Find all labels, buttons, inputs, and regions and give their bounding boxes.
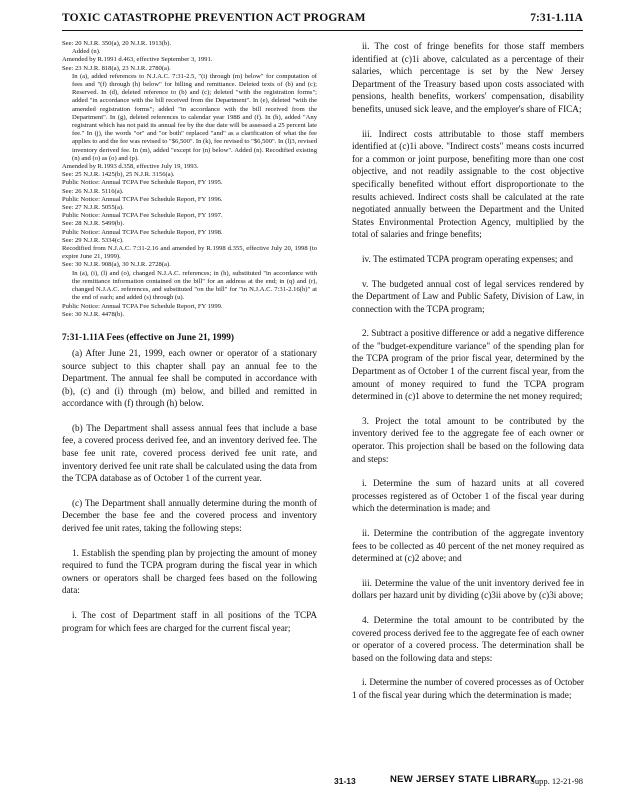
paragraph-c1iv: iv. The estimated TCPA program operating expenses; and <box>362 253 574 264</box>
page-number: 31-13 <box>334 776 356 786</box>
right-body <box>352 40 584 702</box>
history-line: See: 30 N.J.R. 908(a), 30 N.J.R. 2728(a). <box>62 261 171 269</box>
library-stamp: NEW JERSEY STATE LIBRARY <box>390 774 537 785</box>
paragraph-c3: 3. Project the total amount to be contributed by the inventory derived fee to the aggregate fee of each owner or operator. This projection shall be based on the following data and steps: <box>352 415 584 464</box>
section-heading: 7:31-1.11A Fees (effective on June 21, 1999) <box>62 332 234 343</box>
paragraph-c3ii: ii. Determine the contribution of the aggregate inventory fees to be collected as 40 percent of the net money required as determined at (c)2 above; and <box>352 528 584 564</box>
history-line: Amended by R.1993 d.358, effective July 19, 1993. <box>62 163 199 171</box>
history-line: See: 29 N.J.R. 5334(c). <box>62 236 124 244</box>
right-column <box>352 40 584 714</box>
history-line: See: 30 N.J.R. 4478(b). <box>62 310 125 318</box>
paragraph-c4i: i. Determine the number of covered processes as of October 1 of the fiscal year during which the determination is made; <box>352 677 584 700</box>
history-line: In (a), (i), (l) and (o), changed N.J.A.C. references; in (h), substituted "in accordance with the remittance information contained on the bill" for an address at the end; in (q) and (r), changed N.J.A.C. references, and substituted "on the bill" for "in N.J.A.C. 7:31-2.16(h)" at the end of each; and added (s) through (u). <box>72 269 317 302</box>
paragraph-a: (a) After June 21, 1999, each owner or operator of a stationary source subject to this chapter shall pay an annual fee to the Department. The annual fee shall be computed in accordance with (b), (c) and (i) through (m) below, and billed and remitted in accordance with (f) through (h) below. <box>62 347 317 409</box>
paragraph-c: (c) The Department shall annually determine during the month of December the base fee and the covered process and inventory derived fee unit rates, taking the following steps: <box>62 497 317 534</box>
running-header <box>62 12 583 31</box>
history-line: See: 23 N.J.R. 818(a), 23 N.J.R. 2780(a). <box>62 64 171 72</box>
history-line: Public Notice: Annual TCPA Fee Schedule Report, FY 1996. <box>62 195 223 203</box>
paragraph-c3i: i. Determine the sum of hazard units at all covered processes registered as of October 1 of the fiscal year during which the determination is made; and <box>352 478 584 514</box>
history-notes <box>62 40 317 319</box>
history-line: Public Notice: Annual TCPA Fee Schedule Report, FY 1998. <box>62 228 223 236</box>
paragraph-c2: 2. Subtract a positive difference or add a negative difference of the "budget-expenditure variance" of the spending plan for the TCPA program of the prior fiscal year, determined by the Department as of October 1 of the current fiscal year, from the amount of money required to fund the TCPA program determined in (c)1 above to determine the net money required; <box>352 328 584 402</box>
history-line: See: 28 N.J.R. 5499(b). <box>62 220 125 228</box>
history-line: See: 27 N.J.R. 5055(a). <box>62 204 124 212</box>
history-line: Amended by R.1991 d.463, effective September 3, 1991. <box>62 56 213 64</box>
header-section-number: 7:31-1.11A <box>530 12 583 24</box>
paragraph-c1iii: iii. Indirect costs attributable to those staff members identified at (c)1i above. "Indirect costs" means costs incurred for a common or joint purpose, benefiting more than one cost objective, and not readily assignable to the cost objective specifically benefited without effort disproportionate to the results achieved. Indirect costs shall be calculated at the rate negotiated annually between the Department and the United States Environmental Protection Agency, multiplied by the total of salaries and fringe benefits; <box>352 128 584 240</box>
history-line: Public Notice: Annual TCPA Fee Schedule Report, FY 1997. <box>62 212 223 220</box>
paragraph-c1: 1. Establish the spending plan by projecting the amount of money required to fund the TCPA program during the fiscal year in which owners or operators shall be charged fees based on the following data: <box>62 547 317 596</box>
history-line: Added (n). <box>72 48 101 56</box>
left-column <box>62 40 317 646</box>
history-line: See: 20 N.J.R. 350(a), 20 N.J.R. 1913(b). <box>62 40 172 47</box>
page-footer <box>62 776 583 790</box>
history-line: Public Notice: Annual TCPA Fee Schedule Report, FY 1999. <box>62 302 223 310</box>
header-title: TOXIC CATASTROPHE PREVENTION ACT PROGRAM <box>62 12 366 24</box>
paragraph-c4: 4. Determine the total amount to be contributed by the covered process derived fee to the aggregate fee of each owner or operator of a covered process. The determination shall be based on the following data and steps: <box>352 614 584 663</box>
history-line: See: 25 N.J.R. 1425(b), 25 N.J.R. 3156(a). <box>62 171 175 179</box>
paragraph-c3iii: iii. Determine the value of the unit inventory derived fee in dollars per hazard unit by dividing (c)3ii above by (c)3i above; <box>352 577 584 601</box>
paragraph-c1v: v. The budgeted annual cost of legal services rendered by the Department of Law and Public Safety, Division of Law, in connection with the TCPA program; <box>352 278 584 314</box>
left-body <box>62 347 317 634</box>
history-line: In (a), added references to N.J.A.C. 7:31-2.5, "(i) through (m) below" for computation of fees and "(f) through (h) below" for billing and remittance. Deleted texts of (b) and (c); Reserved. In (d), deleted reference to (b) and (c); deleted "with the registration forms"; added "in accordance with the bill received from the Department". In (e), deleted "with the amended registration forms"; added "in accordance with the bill received from the Department". In (g), deleted references to calendar year 1988 and (f). In (h), added "Any registrant which has not paid its annual fee by the due date will be assessed a 25 percent late fee." In (j), the words "or" and "or both" replaced "and" as a clarification of what the fee applies to and the fee was revised to "$6,500". In (k), fee revised to "$6,500". In (l)3, revised inventory derived fee. In (m), added "except for (n) below". Added (n). Recodified existing (n) and (o) as (o) and (p). <box>72 72 317 162</box>
supplement-date: Supp. 12-21-98 <box>530 776 583 786</box>
history-line: Recodified from N.J.A.C. 7:31-2.16 and amended by R.1998 d.355, effective July 20, 1998 (to expire June 21, 1999). <box>62 245 317 261</box>
history-line: See: 26 N.J.R. 5116(a). <box>62 187 124 195</box>
paragraph-b: (b) The Department shall assess annual fees that include a base fee, a covered process derived fee, and an inventory derived fee. The base fee unit rate, covered process derived fee unit rate, and inventory derived fee unit rate shall be calculated using the data from the TCPA database as of October 1 of the current year. <box>62 422 317 484</box>
history-line: Public Notice: Annual TCPA Fee Schedule Report, FY 1995. <box>62 179 223 187</box>
paragraph-c1i: i. The cost of Department staff in all positions of the TCPA program for which fees are charged for the current fiscal year; <box>62 610 317 633</box>
paragraph-c1ii: ii. The cost of fringe benefits for those staff members identified at (c)1i above, calculated as a percentage of their salaries, which percentage is set by the New Jersey Department of the Treasury based upon costs associated with pensions, health benefits, workers' compensation, disability benefits, unused sick leave, and the employer's share of FICA; <box>352 41 584 114</box>
